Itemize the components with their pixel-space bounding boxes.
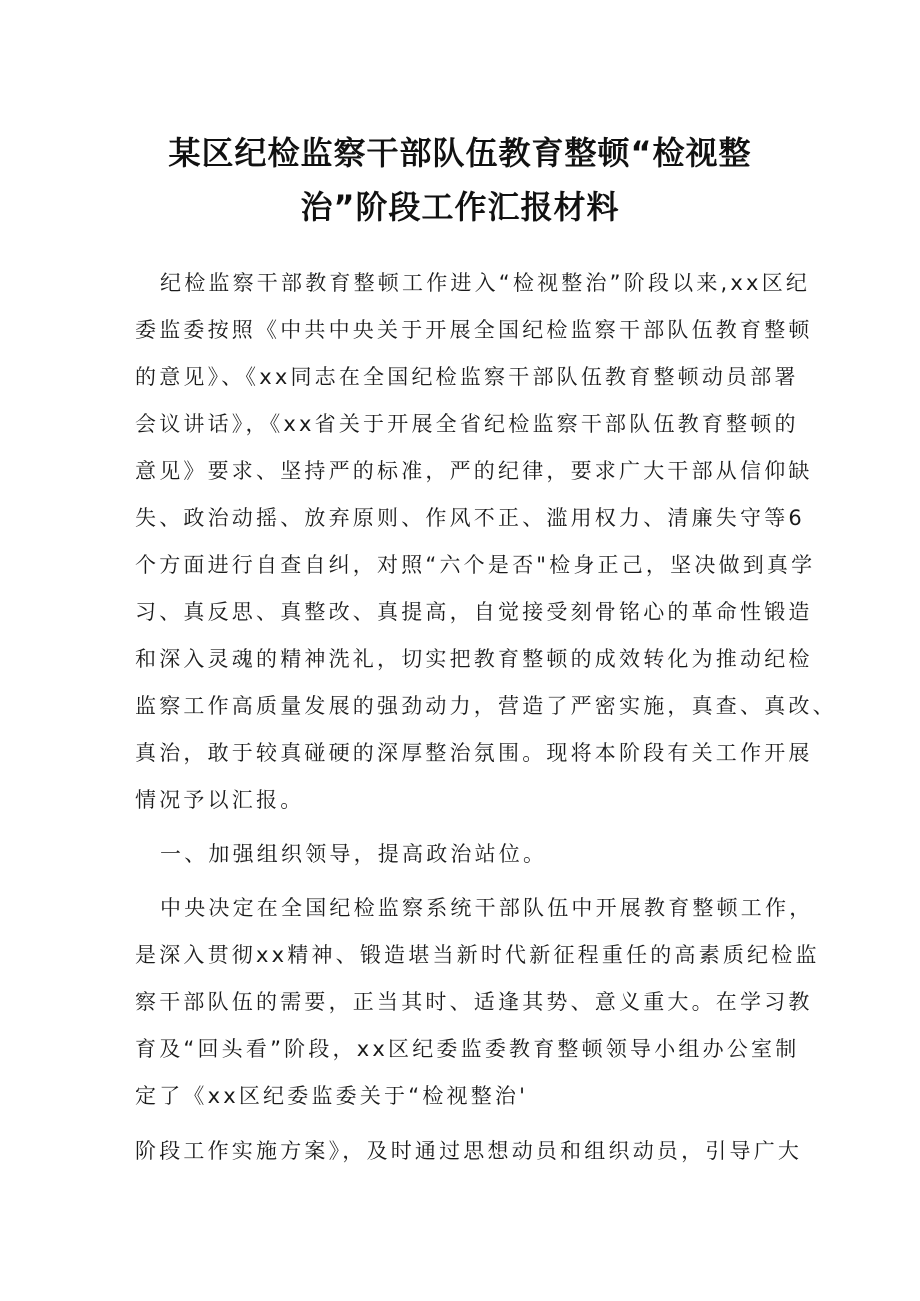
body-text-line: 习、真反思、真整改、真提高，自觉接受刻骨铭心的革命性锻造 xyxy=(135,600,813,624)
body-text-line: 察干部队伍的需要，正当其时、适逢其势、意义重大。在学习教 xyxy=(135,990,813,1014)
body-text-line: 是深入贯彻xx精神、锻造堪当新时代新征程重任的高素质纪检监 xyxy=(135,943,820,967)
document-title-line-2: 治”阶段工作汇报材料 xyxy=(300,188,620,226)
document-title-line-1: 某区纪检监察干部队伍教育整顿“检视整 xyxy=(168,134,752,172)
section-heading: 一、加强组织领导，提高政治站位。 xyxy=(160,842,548,866)
body-text-line: 失、政治动摇、放弃原则、作风不正、滥用权力、清廉失守等6 xyxy=(135,506,805,530)
body-text-line: 阶段工作实施方案》，及时通过思想动员和组织动员，引导广大 xyxy=(135,1139,803,1163)
body-text-line: 会议讲话》，《xx省关于开展全省纪检监察干部队伍教育整顿的 xyxy=(135,412,799,436)
body-text-line: 纪检监察干部教育整顿工作进入“检视整治”阶段以来,xx区纪 xyxy=(160,271,811,295)
body-text-line: 和深入灵魂的精神洗礼，切实把教育整顿的成效转化为推动纪检 xyxy=(135,647,813,671)
body-text-line: 个方面进行自查自纠，对照“六个是否"检身正己，坚决做到真学 xyxy=(135,553,816,577)
body-text-line: 意见》要求、坚持严的标准，严的纪律，要求广大干部从信仰缺 xyxy=(135,459,813,483)
body-text-line: 委监委按照《中共中央关于开展全国纪检监察干部队伍教育整顿 xyxy=(135,318,813,342)
body-text-line: 中央决定在全国纪检监察系统干部队伍中开展教育整顿工作， xyxy=(160,896,814,920)
body-text-line: 育及“回头看”阶段，xx区纪委监委教育整顿领导小组办公室制 xyxy=(135,1037,800,1061)
body-text-line: 真治，敢于较真碰硬的深厚整治氛围。现将本阶段有关工作开展 xyxy=(135,741,813,765)
body-text-line: 定了《xx区纪委监委关于“检视整治' xyxy=(135,1084,529,1108)
body-text-line: 监察工作高质量发展的强劲动力，营造了严密实施，真查、真改、 xyxy=(135,694,837,718)
body-text-line: 情况予以汇报。 xyxy=(135,788,305,812)
body-text-line: 的意见》、《xx同志在全国纪检监察干部队伍教育整顿动员部署 xyxy=(135,365,799,389)
